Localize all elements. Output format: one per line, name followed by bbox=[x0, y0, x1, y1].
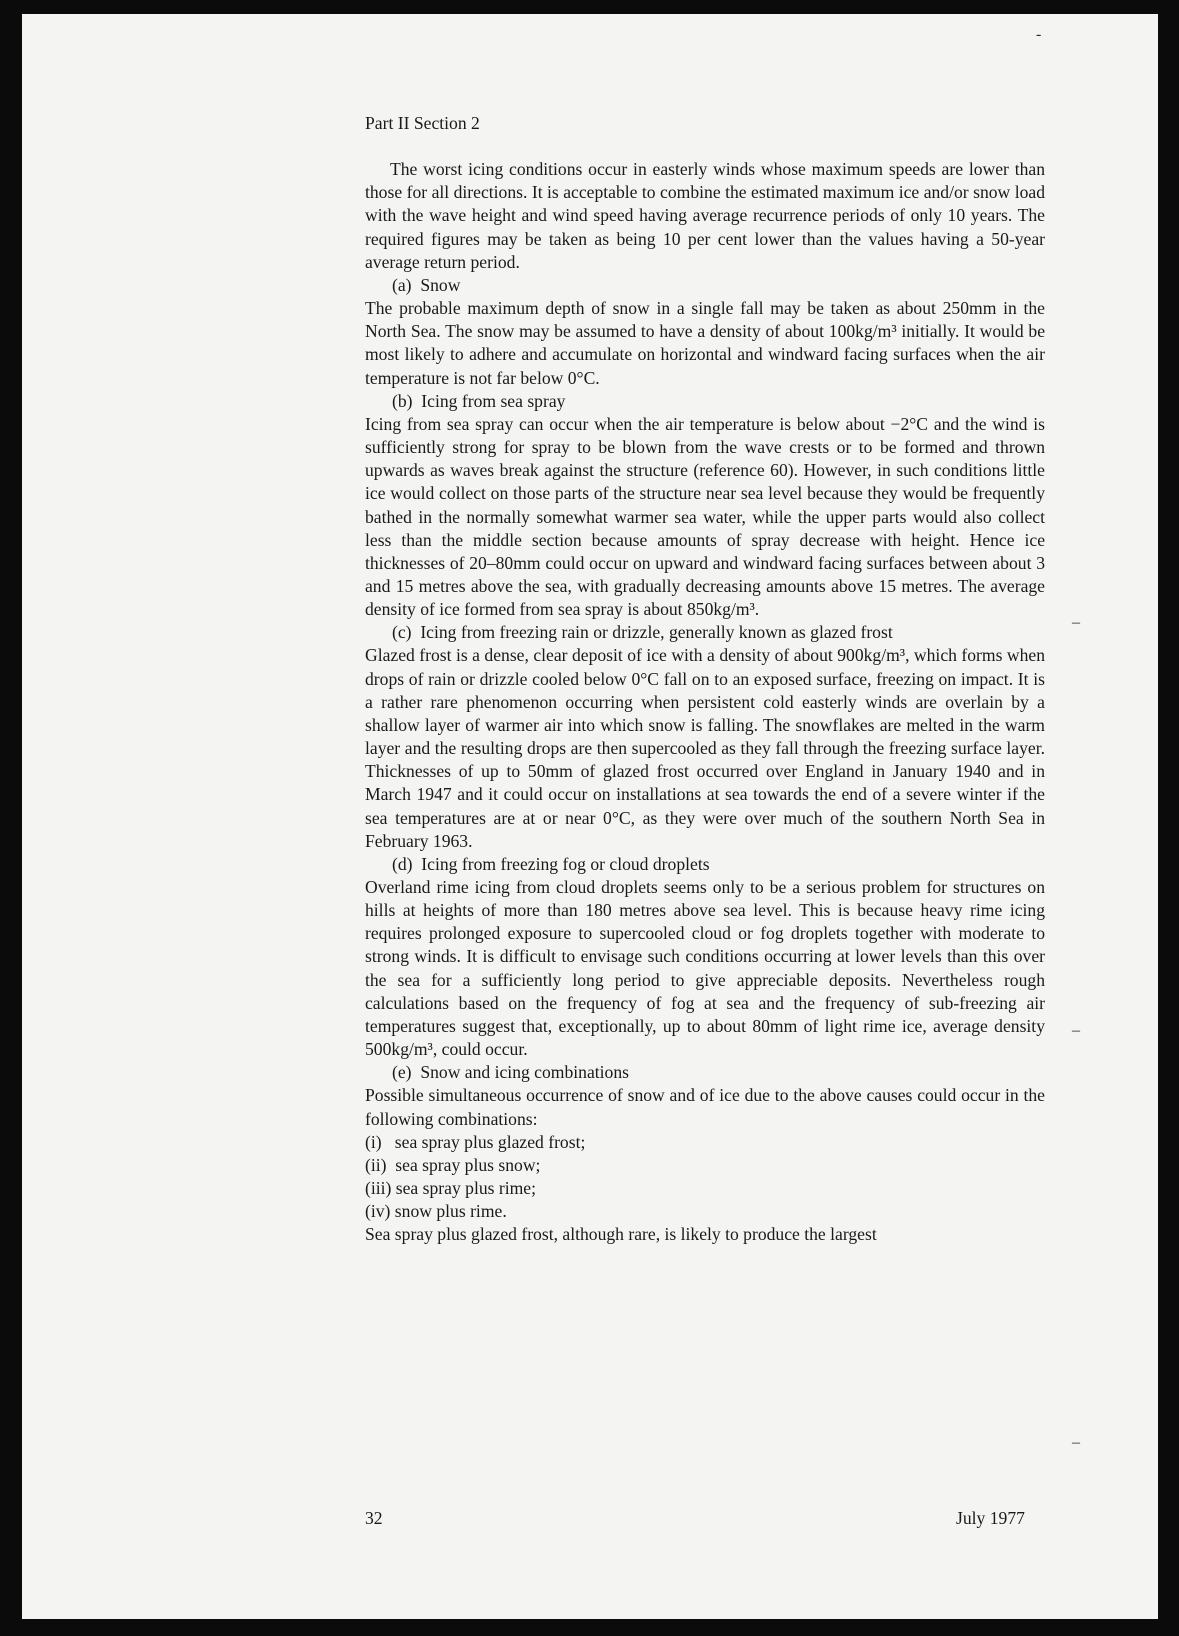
scan-mark: – bbox=[1072, 1434, 1080, 1451]
sea-spray-heading: (b) Icing from sea spray bbox=[392, 390, 566, 411]
scan-mark: – bbox=[1072, 1022, 1080, 1039]
glazed-frost-paragraph: Glazed frost is a dense, clear deposit of ice with a density of about 900kg/m³, which forms when drops of rain or drizzle cooled below 0°C fall on to an exposed surface, freezing on impact. It is a rather rare phenomenon occurring when persistent cold easterly winds are overlain by a shallow layer of warmer air into which snow is falling. The snowflakes are melted in the warm layer and the resulting drops are then supercooled as they fall through the freezing surface layer. Thicknesses of up to 50mm of glazed frost occurred over England in January 1940 and in March 1947 and it could occur on installations at sea towards the end of a severe winter if the sea temperatures are at or near 0°C, as they were over much of the southern North Sea in February 1963. bbox=[365, 645, 1045, 851]
combination-item: (iv) snow plus rime. bbox=[365, 1201, 507, 1222]
footer-date: July 1977 bbox=[956, 1508, 1025, 1528]
sea-spray-paragraph: Icing from sea spray can occur when the air temperature is below about −2°C and the wind is sufficiently strong for spray to be blown from the wave crests or to be formed and thrown upwards as waves break against the structure (reference 60). However, in such conditions little ice would collect on those parts of the structure near sea level because they would be frequently bathed in the normally somewhat warmer sea water, while the upper parts would also collect less than the middle section because amounts of spray decrease with height. Hence ice thicknesses of 20–80mm could occur on upward and windward facing surfaces between about 3 and 15 metres above the sea, with gradually decreasing amounts above 15 metres. The average density of ice formed from sea spray is about 850kg/m³. bbox=[365, 413, 1045, 620]
glazed-frost-heading: (c) Icing from freezing rain or drizzle, generally known as glazed frost bbox=[392, 622, 893, 643]
combination-item: (ii) sea spray plus snow; bbox=[365, 1154, 541, 1175]
intro-paragraph: The worst icing conditions occur in easterly winds whose maximum speeds are lower than those for all directions. It is acceptable to combine the estimated maximum ice and/or snow load with the wave height and wind speed having average recurrence periods of only 10 years. The required figures may be taken as being 10 per cent lower than the values having a 50-year average return period. bbox=[365, 159, 1045, 272]
section-header: Part II Section 2 bbox=[365, 113, 480, 133]
document-body bbox=[365, 112, 1045, 1247]
rime-paragraph: Overland rime icing from cloud droplets seems only to be a serious problem for structures on hills at heights of more than 180 metres above sea level. This is because heavy rime icing requires prolonged exposure to supercooled cloud or fog droplets together with moderate to strong winds. It is difficult to envisage such conditions occurring at lower levels than this over the sea for a sufficiently long period to give appreciable deposits. Nevertheless rough calculations based on the frequency of fog at sea and the frequency of sub-freezing air temperatures suggest that, exceptionally, up to about 80mm of light rime ice, average density 500kg/m³, could occur. bbox=[365, 877, 1045, 1060]
closing-paragraph: Sea spray plus glazed frost, although rare, is likely to produce the largest bbox=[365, 1224, 877, 1245]
scan-mark: - bbox=[1036, 26, 1042, 43]
combinations-paragraph: Possible simultaneous occurrence of snow and of ice due to the above causes could occur in the following combinations: bbox=[365, 1085, 1045, 1129]
scan-mark: – bbox=[1072, 614, 1080, 631]
snow-paragraph: The probable maximum depth of snow in a single fall may be taken as about 250mm in the North Sea. The snow may be assumed to have a density of about 100kg/m³ initially. It would be most likely to adhere and accumulate on horizontal and windward facing surfaces when the air temperature is not far below 0°C. bbox=[365, 298, 1045, 388]
combination-item: (iii) sea spray plus rime; bbox=[365, 1178, 537, 1199]
combinations-heading: (e) Snow and icing combinations bbox=[392, 1062, 629, 1083]
page-number: 32 bbox=[365, 1508, 383, 1528]
combination-item: (i) sea spray plus glazed frost; bbox=[365, 1131, 586, 1152]
rime-heading: (d) Icing from freezing fog or cloud droplets bbox=[392, 853, 710, 874]
snow-heading: (a) Snow bbox=[392, 274, 461, 295]
